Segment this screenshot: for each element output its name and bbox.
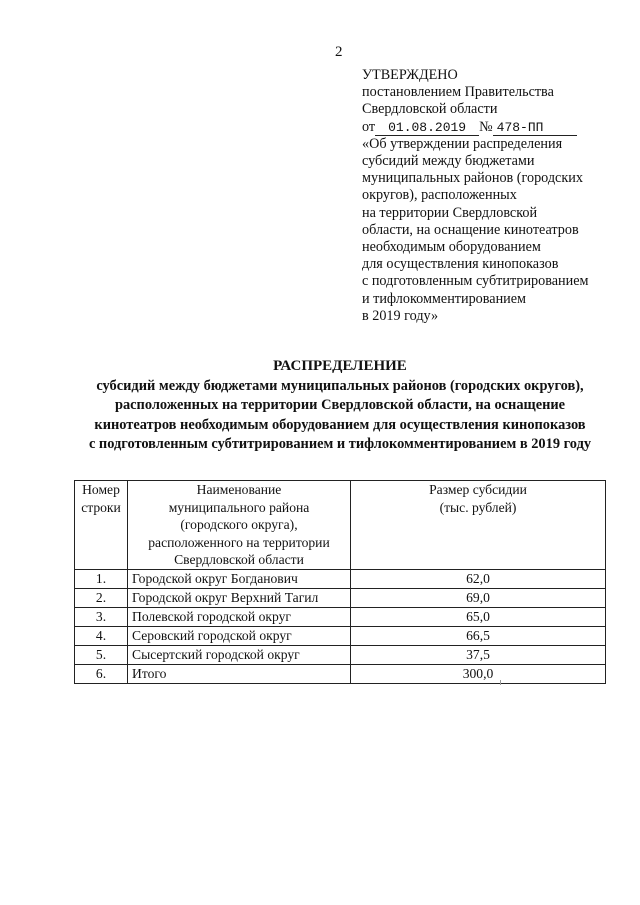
subject-line: на территории Свердловской bbox=[362, 204, 538, 221]
title-line: субсидий между бюджетами муниципальных районов (городских округов), bbox=[96, 377, 584, 394]
row-name: Сысертский городской округ bbox=[128, 645, 351, 664]
header-amount bbox=[351, 481, 606, 570]
row-amount: 66,5 bbox=[351, 626, 606, 645]
header-text: (городского округа), bbox=[180, 517, 298, 533]
approval-line-1: постановлением Правительства bbox=[362, 84, 554, 101]
page-number: 2 bbox=[335, 44, 343, 60]
header-text: (тыс. рублей) bbox=[439, 499, 517, 515]
document-title bbox=[60, 357, 620, 455]
header-text: расположенного на территории bbox=[148, 534, 330, 550]
approval-date-line bbox=[362, 119, 622, 136]
subject-line: области, на оснащение кинотеатров bbox=[362, 221, 579, 238]
subject-line: муниципальных районов (городских bbox=[362, 170, 583, 187]
title-line: расположенных на территории Свердловской области, на оснащение bbox=[114, 397, 566, 413]
row-number: 5. bbox=[75, 645, 128, 664]
subject-line: и тифлокомментированием bbox=[362, 290, 527, 307]
table-row bbox=[75, 645, 606, 664]
header-text: Свердловской области bbox=[174, 552, 304, 568]
approval-number: 478-ПП bbox=[493, 121, 577, 136]
row-amount: 62,0 bbox=[351, 569, 606, 588]
row-number: 3. bbox=[75, 607, 128, 626]
header-number bbox=[75, 481, 128, 570]
table-row bbox=[75, 588, 606, 607]
header-text: Наименование bbox=[196, 482, 282, 497]
row-amount: 37,5 bbox=[351, 645, 606, 664]
row-amount: 300,0 bbox=[351, 664, 606, 683]
row-amount: 65,0 bbox=[351, 607, 606, 626]
header-name bbox=[128, 481, 351, 570]
title-line: с подготовленным субтитрированием и тифлокомментированием в 2019 году bbox=[88, 436, 592, 452]
date-prefix: от bbox=[362, 118, 376, 135]
subject-line: субсидий между бюджетами bbox=[362, 153, 535, 170]
header-text: Номер bbox=[82, 482, 120, 497]
row-name: Городской округ Верхний Тагил bbox=[128, 588, 351, 607]
subject-line: с подготовленным субтитрированием bbox=[362, 273, 589, 290]
approval-heading: УТВЕРЖДЕНО bbox=[362, 67, 458, 83]
approval-line-2: Свердловской области bbox=[362, 101, 498, 118]
table-row-total bbox=[75, 664, 606, 683]
row-number: 6. bbox=[75, 664, 128, 683]
row-name: Полевской городской округ bbox=[128, 607, 351, 626]
number-prefix: № bbox=[479, 118, 493, 135]
title-line: кинотеатров необходимым оборудованием для осуществления кинопоказов bbox=[94, 416, 586, 433]
row-name: Итого bbox=[128, 664, 351, 683]
row-amount: 69,0 bbox=[351, 588, 606, 607]
row-number: 2. bbox=[75, 588, 128, 607]
row-name: Серовский городской округ bbox=[128, 626, 351, 645]
table-row bbox=[75, 569, 606, 588]
approval-date: 01.08.2019 bbox=[375, 121, 479, 136]
title-main: РАСПРЕДЕЛЕНИЕ bbox=[273, 358, 407, 374]
subject-line: «Об утверждении распределения bbox=[362, 135, 563, 152]
subject-line: необходимым оборудованием bbox=[362, 239, 541, 256]
table-header-row bbox=[75, 481, 606, 570]
header-text: строки bbox=[81, 499, 121, 515]
row-number: 4. bbox=[75, 626, 128, 645]
subject-line: в 2019 году» bbox=[362, 307, 439, 324]
scan-mark bbox=[500, 680, 501, 685]
table-row bbox=[75, 607, 606, 626]
header-text: Размер субсидии bbox=[429, 482, 527, 497]
subject-line: округов), расположенных bbox=[362, 187, 517, 204]
approval-block bbox=[362, 67, 622, 325]
header-text: муниципального района bbox=[168, 499, 310, 515]
table-row bbox=[75, 626, 606, 645]
row-name: Городской округ Богданович bbox=[128, 569, 351, 588]
distribution-table bbox=[74, 480, 606, 684]
row-number: 1. bbox=[75, 569, 128, 588]
subject-line: для осуществления кинопоказов bbox=[362, 256, 559, 273]
